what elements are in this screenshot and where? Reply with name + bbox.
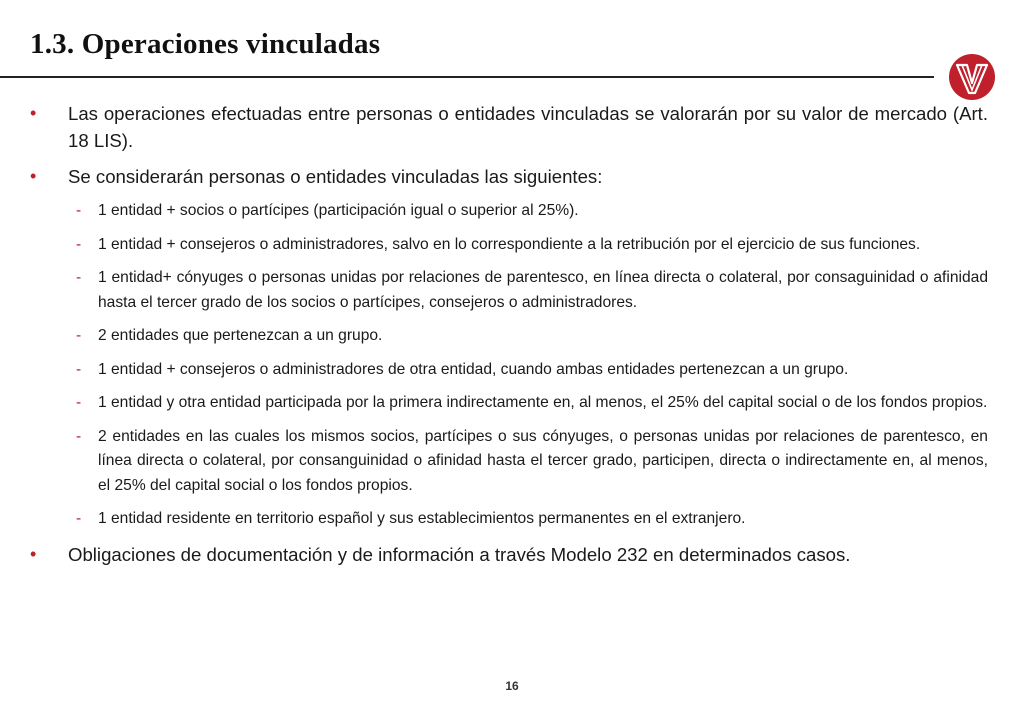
dash-marker: -: [76, 327, 82, 344]
sub-item: [30, 266, 988, 315]
sub-item-text: 1 entidad + consejeros o administradores, salvo en lo correspondiente a la retribución por el ejercicio de sus funciones.: [98, 235, 921, 253]
sub-item: [30, 324, 988, 349]
dash-marker: -: [76, 427, 82, 445]
sub-item: [30, 358, 988, 383]
bullet-item: [30, 163, 988, 190]
sub-list: [30, 199, 988, 532]
dash-marker: -: [76, 394, 82, 411]
bullet-text: Se considerarán personas o entidades vinculadas las siguientes:: [68, 166, 603, 187]
bullet-marker: •: [30, 103, 37, 123]
sub-item: [30, 507, 988, 532]
bullet-marker: •: [30, 543, 37, 564]
sub-item-text: 1 entidad+ cónyuges o personas unidas por relaciones de parentesco, en línea directa o colateral, por consaguinidad o afinidad hasta el tercer grado de los socios o partícipes, consejeros o administradores.: [98, 269, 988, 311]
bullet-text: Las operaciones efectuadas entre personas o entidades vinculadas se valorarán por su valor de mercado (Art. 18 LIS).: [68, 103, 988, 151]
slide-content: [30, 100, 988, 577]
sub-item-text: 1 entidad y otra entidad participada por la primera indirectamente en, al menos, el 25% del capital social o de los fondos propios.: [98, 394, 988, 411]
dash-marker: -: [76, 235, 82, 253]
bullet-item: [30, 100, 988, 154]
sub-item: [30, 391, 988, 416]
bullet-marker: •: [30, 166, 37, 186]
bullet-text: Obligaciones de documentación y de información a través Modelo 232 en determinados casos.: [68, 543, 851, 565]
page-title: 1.3. Operaciones vinculadas: [30, 28, 381, 60]
bullet-item: [30, 541, 988, 568]
sub-item: [30, 425, 988, 499]
sub-item: [30, 233, 988, 258]
dash-marker: -: [76, 510, 82, 527]
dash-marker: -: [76, 269, 82, 286]
sub-item: [30, 199, 988, 224]
page-number: 16: [505, 679, 519, 693]
sub-item-text: 2 entidades que pertenezcan a un grupo.: [98, 327, 383, 344]
title-divider: [0, 76, 934, 78]
sub-item-text: 1 entidad residente en territorio español y sus establecimientos permanentes en el extranjero.: [98, 510, 746, 527]
red-v-logo-icon: [948, 53, 996, 101]
dash-marker: -: [76, 202, 82, 219]
dash-marker: -: [76, 360, 82, 378]
sub-item-text: 2 entidades en las cuales los mismos socios, partícipes o sus cónyuges, o personas unidas por relaciones de parentesco, en línea directa o colateral, por consanguinidad o afinidad hasta el tercer grado, participen, directa o indirectamente en, al menos, el 25% del capital social o los fondos propios.: [98, 427, 988, 494]
sub-item-text: 1 entidad + consejeros o administradores de otra entidad, cuando ambas entidades pertenezcan a un grupo.: [98, 360, 849, 378]
sub-item-text: 1 entidad + socios o partícipes (participación igual o superior al 25%).: [98, 202, 579, 219]
